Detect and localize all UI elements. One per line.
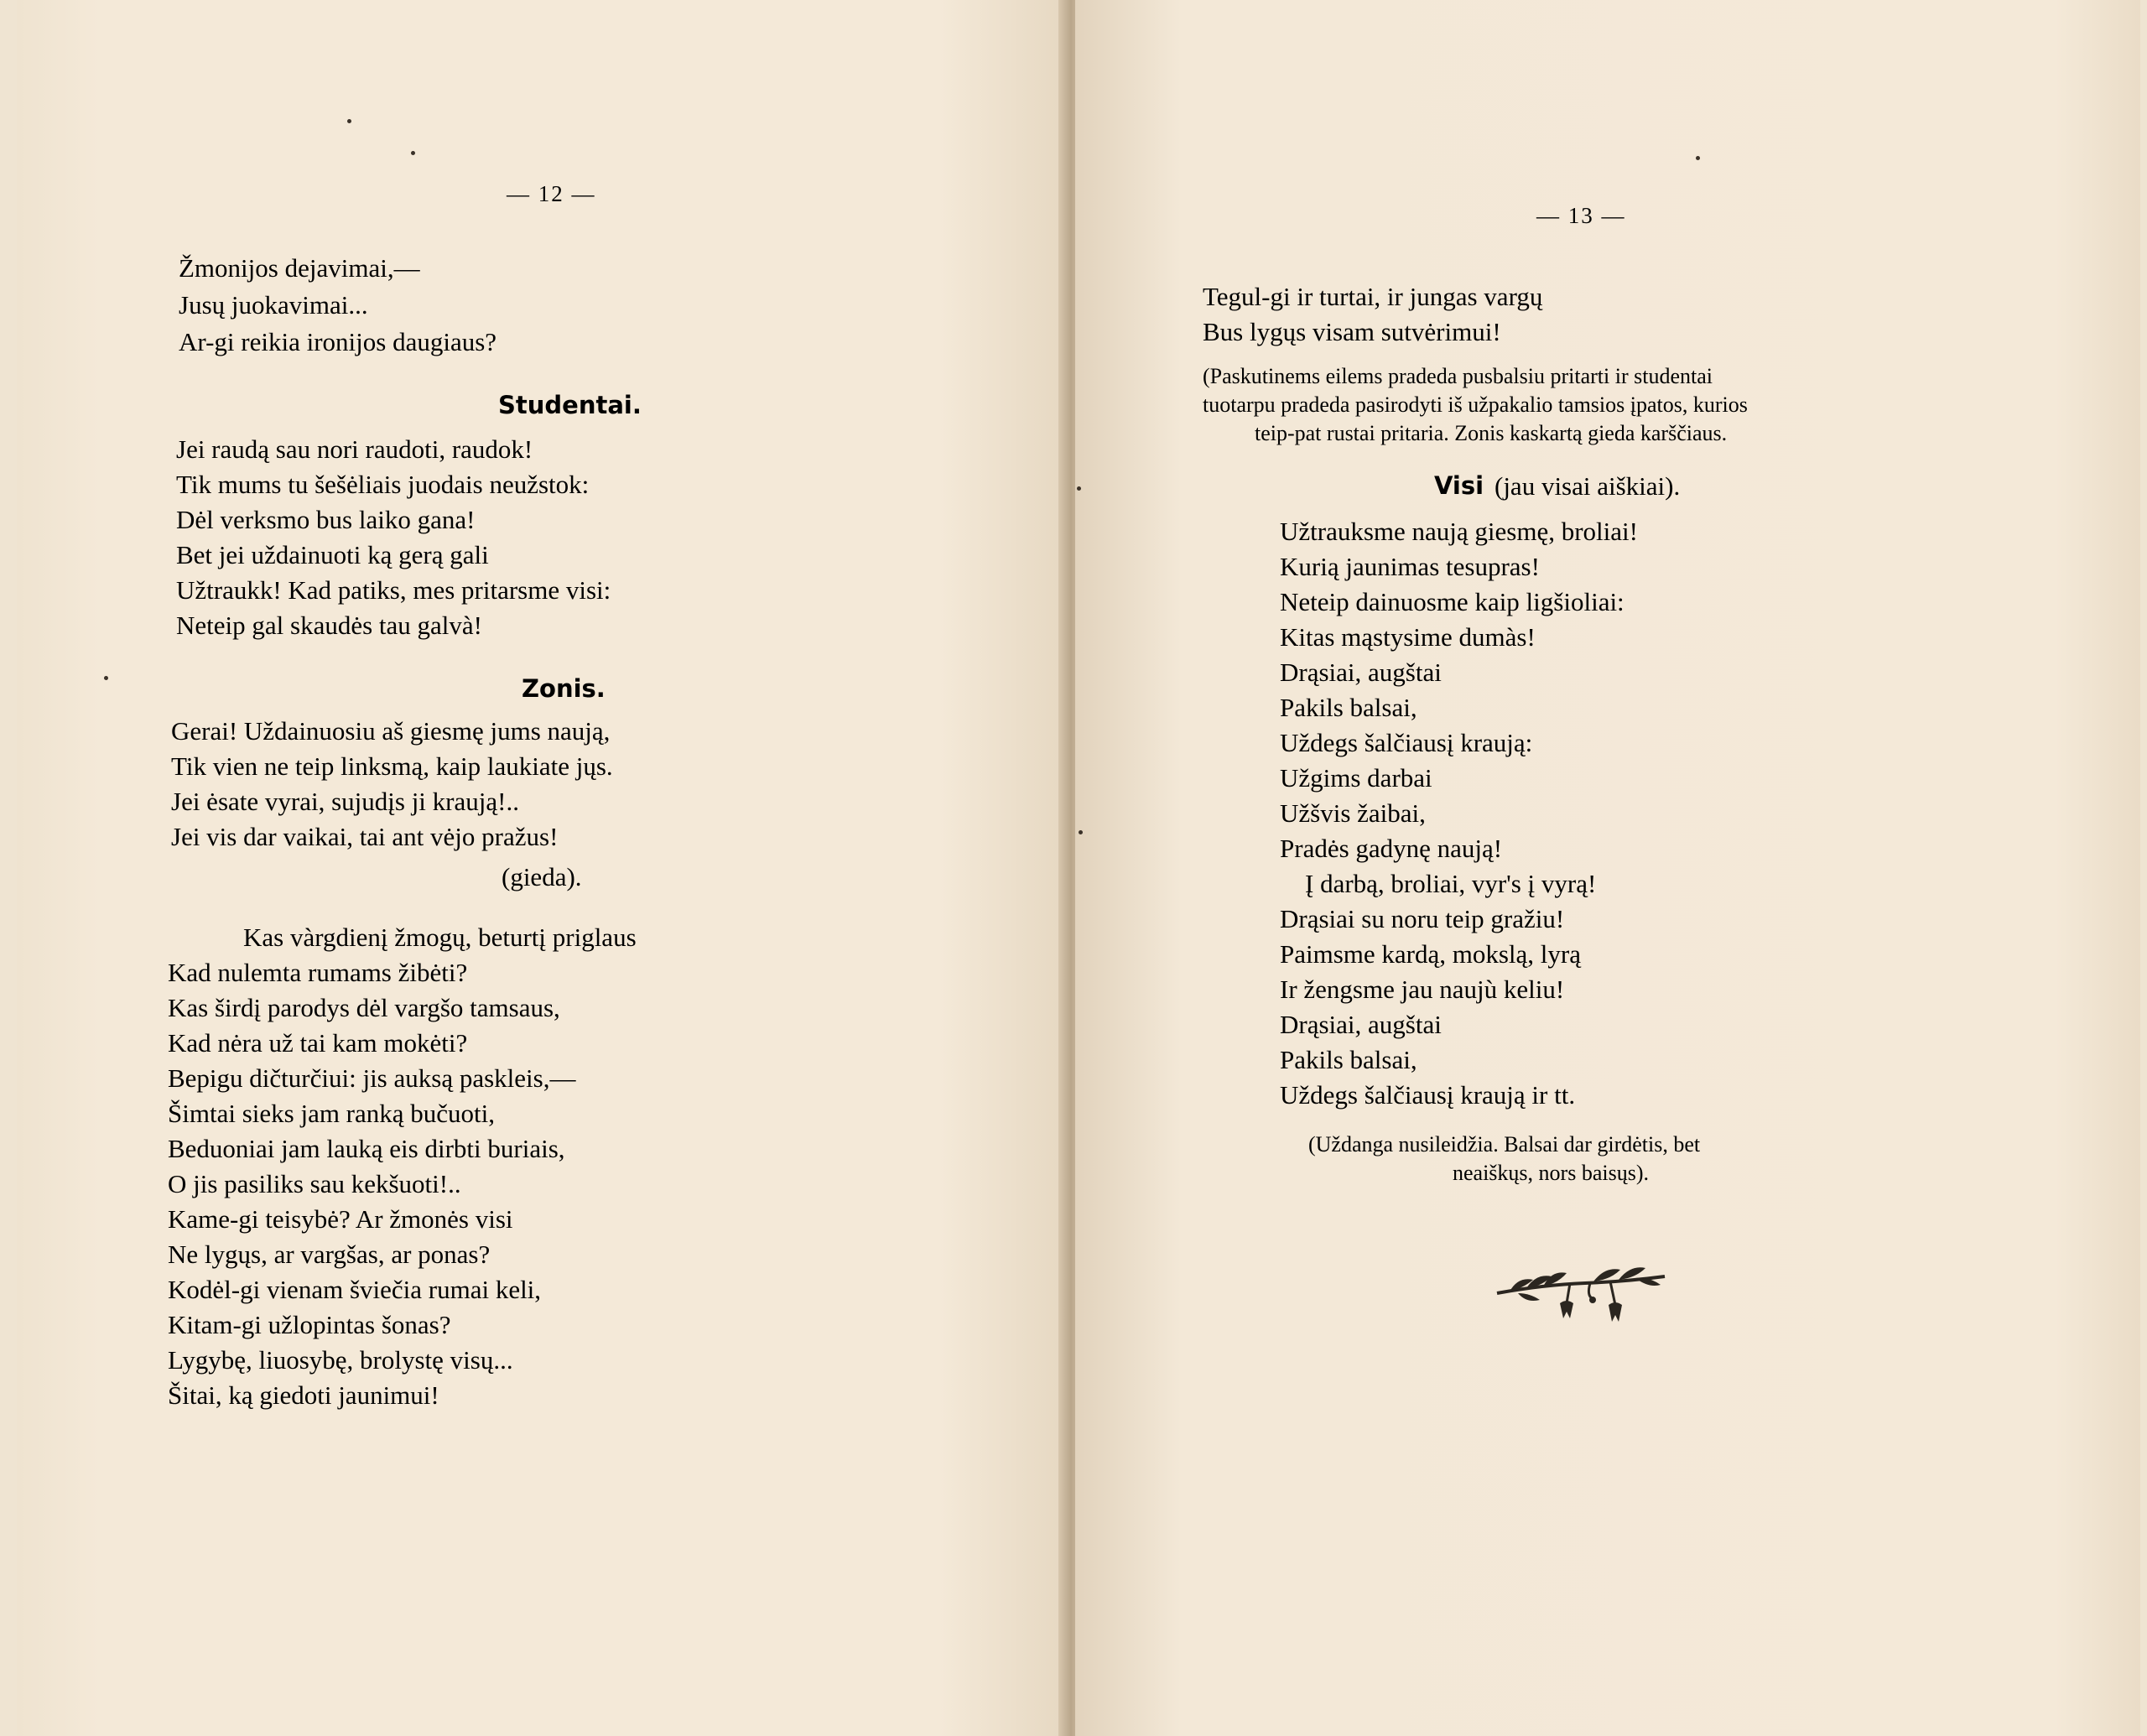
speaker-heading: Visi bbox=[1434, 471, 1484, 500]
poem-line: Jei vis dar vaikai, tai ant vėjo pražus! bbox=[171, 822, 559, 851]
paper-speck bbox=[104, 676, 108, 680]
poem-line: Neteip dainuosme kaip ligšioliai: bbox=[1280, 587, 1625, 616]
poem-line: Tegul-gi ir turtai, ir jungas vargų bbox=[1203, 282, 1543, 311]
poem-line: Kurią jaunimas tesupras! bbox=[1280, 552, 1540, 581]
stage-direction: (Uždanga nusileidžia. Balsai dar girdėtis, bet bbox=[1308, 1132, 1701, 1156]
right-page-number: — 13 — bbox=[1536, 203, 1626, 228]
poem-line: Drąsiai, augštai bbox=[1280, 657, 1442, 687]
poem-line: Kad nėra už tai kam mokėti? bbox=[168, 1028, 468, 1058]
poem-line: Kitam-gi užlopintas šonas? bbox=[168, 1310, 451, 1339]
floral-ornament-icon bbox=[1493, 1251, 1669, 1327]
poem-line: Ar-gi reikia ironijos daugiaus? bbox=[179, 327, 497, 356]
poem-line: Bepigu dičturčiui: jis auksą paskleis,— bbox=[168, 1063, 576, 1093]
poem-line: Kas širdį parodys dėl vargšo tamsaus, bbox=[168, 993, 560, 1022]
poem-line: Jei ėsate vyrai, sujudįs ji kraują!.. bbox=[171, 787, 519, 816]
poem-line: O jis pasiliks sau kekšuoti!.. bbox=[168, 1169, 461, 1198]
poem-line: Kame-gi teisybė? Ar žmonės visi bbox=[168, 1204, 513, 1234]
poem-line: Neteip gal skaudės tau galvà! bbox=[176, 611, 482, 640]
stage-direction: neaiškųs, nors baisųs). bbox=[1453, 1161, 1649, 1185]
poem-line: Pradės gadynę naują! bbox=[1280, 834, 1503, 863]
paper-speck bbox=[347, 119, 351, 123]
poem-line: Kad nulemta rumams žibėti? bbox=[168, 958, 468, 987]
poem-line: Beduoniai jam lauką eis dirbti buriais, bbox=[168, 1134, 565, 1163]
poem-line: Į darbą, broliai, vyr's į vyrą! bbox=[1305, 869, 1597, 898]
poem-line: Bus lygųs visam sutvėrimui! bbox=[1203, 317, 1501, 346]
speaker-heading: Studentai. bbox=[498, 391, 642, 419]
poem-line: Gerai! Uždainuosiu aš giesmę jums naują, bbox=[171, 716, 611, 746]
poem-line: Lygybę, liuosybę, brolystę visų... bbox=[168, 1345, 513, 1375]
poem-line: Ir žengsme jau naujù keliu! bbox=[1280, 975, 1565, 1004]
poem-line: Kas vàrgdienį žmogų, beturtį priglaus bbox=[243, 923, 637, 952]
poem-line: Tik mums tu šešėliais juodais neužstok: bbox=[176, 470, 590, 499]
poem-line: Užgims darbai bbox=[1280, 763, 1432, 793]
poem-line: Šimtai sieks jam ranką bučuoti, bbox=[168, 1099, 496, 1128]
poem-line: Jei raudą sau nori raudoti, raudok! bbox=[176, 434, 533, 464]
paper-speck bbox=[1079, 830, 1083, 834]
speaker-heading: Zonis. bbox=[522, 674, 606, 703]
poem-line: Paimsme kardą, mokslą, lyrą bbox=[1280, 939, 1581, 969]
right-page bbox=[1075, 0, 2140, 1736]
poem-line: Užtraukk! Kad patiks, mes pritarsme visi: bbox=[176, 575, 611, 605]
poem-line: Pakils balsai, bbox=[1280, 1045, 1417, 1074]
stage-direction: teip-pat rustai pritaria. Zonis kaskartą gieda karščiaus. bbox=[1255, 421, 1728, 445]
paper-speck bbox=[411, 151, 415, 155]
poem-line: Bet jei uždainuoti ką gerą gali bbox=[176, 540, 489, 569]
poem-line: Šitai, ką giedoti jaunimui! bbox=[168, 1380, 439, 1410]
poem-line: Tik vien ne teip linksmą, kaip laukiate jųs. bbox=[171, 751, 613, 781]
poem-line: Drąsiai su noru teip gražiu! bbox=[1280, 904, 1565, 933]
stage-direction: (Paskutinems eilems pradeda pusbalsiu pritarti ir studentai bbox=[1203, 364, 1713, 388]
poem-line: Kodėl-gi vienam šviečia rumai keli, bbox=[168, 1275, 542, 1304]
poem-line: Uždegs šalčiausį kraują ir tt. bbox=[1280, 1080, 1576, 1110]
poem-line: Ne lygųs, ar vargšas, ar ponas? bbox=[168, 1240, 491, 1269]
stage-direction: (gieda). bbox=[502, 862, 582, 891]
poem-line: Užtrauksme naują giesmę, broliai! bbox=[1280, 517, 1638, 546]
poem-line: Žmonijos dejavimai,— bbox=[179, 253, 420, 283]
paper-speck bbox=[1077, 486, 1081, 491]
poem-line: Jusų juokavimai... bbox=[179, 290, 368, 320]
poem-line: Kitas mąstysime dumàs! bbox=[1280, 622, 1536, 652]
stage-direction: tuotarpu pradeda pasirodyti iš užpakalio tamsios įpatos, kurios bbox=[1203, 392, 1748, 417]
poem-line: Pakils balsai, bbox=[1280, 693, 1417, 722]
poem-line: Dėl verksmo bus laiko gana! bbox=[176, 505, 476, 534]
left-page-number: — 12 — bbox=[507, 181, 596, 206]
poem-line: Užšvis žaibai, bbox=[1280, 798, 1426, 828]
poem-line: Uždegs šalčiausį kraują: bbox=[1280, 728, 1533, 757]
speaker-note: (jau visai aiškiai). bbox=[1495, 471, 1681, 501]
paper-speck bbox=[1696, 156, 1700, 160]
poem-line: Drąsiai, augštai bbox=[1280, 1010, 1442, 1039]
